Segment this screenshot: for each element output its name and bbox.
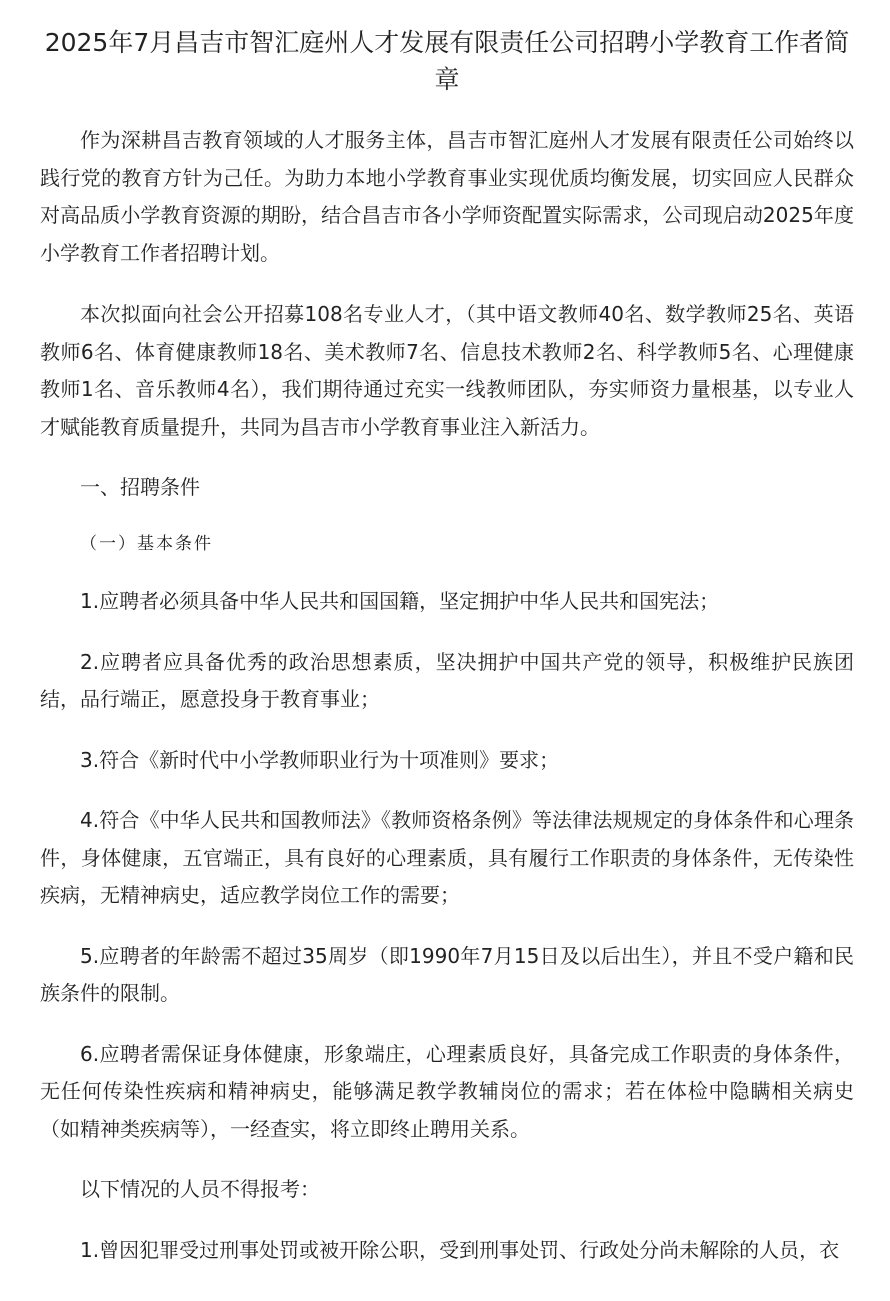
condition-item: 2.应聘者应具备优秀的政治思想素质，坚决拥护中国共产党的领导，积极维护民族团结，品行端正，愿意投身于教育事业； bbox=[40, 649, 854, 711]
condition-item: 1.应聘者必须具备中华人民共和国国籍，坚定拥护中华人民共和国宪法； bbox=[80, 589, 720, 613]
condition-item: 5.应聘者的年龄需不超过35周岁（即1990年7月15日及以后出生），并且不受户籍和民族条件的限制。 bbox=[40, 943, 854, 1005]
exclusion-item: 1.曾因犯罪受过刑事处罚或被开除公职，受到刑事处罚、行政处分尚未解除的人员，衣 bbox=[80, 1237, 840, 1262]
condition-item: 6.应聘者需保证身体健康，形象端庄，心理素质良好，具备完成工作职责的身体条件，无任何传染性疾病和精神病史，能够满足教学教辅岗位的需求；若在体检中隐瞒相关病史（如精神类疾病等），一经查实，将立即终止聘用关系。 bbox=[40, 1041, 854, 1141]
article-title: 2025年7月昌吉市智汇庭州人才发展有限责任公司招聘小学教育工作者简章 bbox=[44, 28, 850, 94]
article bbox=[40, 0, 854, 1269]
recruitment-scope-paragraph: 本次拟面向社会公开招募108名专业人才，（其中语文教师40名、数学教师25名、英语教师6名、体育健康教师18名、美术教师7名、信息技术教师2名、科学教师5名、心理健康教师1名、音乐教师4名），我们期待通过充实一线教师团队，夯实师资力量根基，以专业人才赋能教育质量提升，共同为昌吉市小学教育事业注入新活力。 bbox=[40, 302, 854, 439]
condition-item: 4.符合《中华人民共和国教师法》《教师资格条例》等法律法规规定的身体条件和心理条件，身体健康，五官端正，具有良好的心理素质，具有履行工作职责的身体条件，无传染性疾病，无精神病史，适应教学岗位工作的需要； bbox=[40, 808, 854, 907]
subsection-heading-basic-conditions: （一）基本条件 bbox=[80, 533, 213, 554]
condition-item: 3.符合《新时代中小学教师职业行为十项准则》要求； bbox=[80, 747, 560, 772]
exclusion-intro: 以下情况的人员不得报考： bbox=[80, 1177, 320, 1201]
section-heading-recruitment-conditions: 一、招聘条件 bbox=[80, 475, 200, 499]
intro-paragraph: 作为深耕昌吉教育领域的人才服务主体，昌吉市智汇庭州人才发展有限责任公司始终以践行党的教育方针为己任。为助力本地小学教育事业实现优质均衡发展，切实回应人民群众对高品质小学教育资源的期盼，结合昌吉市各小学师资配置实际需求，公司现启动2025年度小学教育工作者招聘计划。 bbox=[40, 128, 854, 265]
